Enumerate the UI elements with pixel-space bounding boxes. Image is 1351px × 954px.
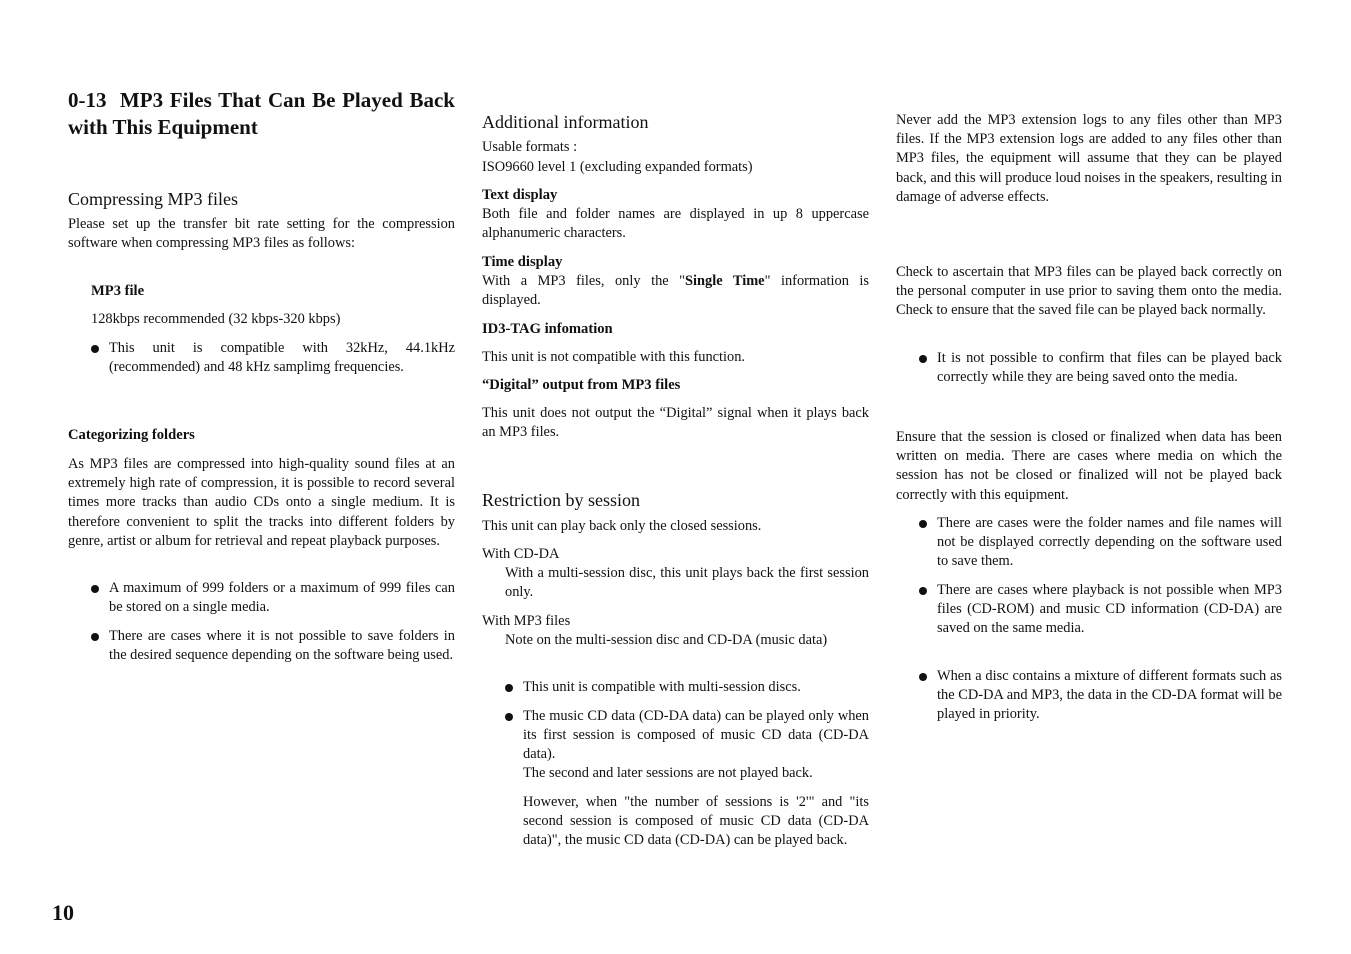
text-display-text: Both file and folder names are displayed in up 8 uppercase alphanumeric characters. — [482, 206, 869, 242]
list-item — [896, 349, 1282, 387]
list-item — [68, 627, 455, 665]
bullet-icon — [919, 355, 927, 363]
list-item — [896, 581, 1282, 639]
list-item-text: There are cases where playback is not possible when MP3 files (CD-ROM) and music CD information (CD-DA) are saved on the same media. — [937, 582, 1282, 637]
digital-text: This unit does not output the “Digital” signal when it plays back an MP3 files. — [482, 405, 869, 441]
list-item-text: It is not possible to confirm that files can be played back correctly while they are being saved onto the media. — [937, 350, 1282, 386]
check-text: Check to ascertain that MP3 files can be played back correctly on the personal computer in use prior to saving them onto the media. Check to ensure that the saved file can be played back normally. — [896, 264, 1282, 319]
list-item-text: The second and later sessions are not played back. — [523, 765, 813, 781]
categorizing-text: As MP3 files are compressed into high-quality sound files at an extremely high rate of compression, it is possible to record several times more tracks than audio CDs onto a single medium. It is therefore convenient to split the tracks into different folders by genre, artist or album for retrieval and repeat playback purposes. — [68, 456, 455, 549]
restriction-heading: Restriction by session — [482, 490, 640, 510]
list-item-text: There are cases were the folder names and file names will not be displayed correctly depending on the software used to save them. — [937, 515, 1282, 570]
list-item — [482, 678, 869, 697]
section-title: 0-13 MP3 Files That Can Be Played Back with This Equipment — [68, 88, 455, 139]
bullet-icon — [91, 633, 99, 641]
bullet-icon — [919, 587, 927, 595]
text-display-heading: Text display — [482, 187, 558, 203]
digital-heading: “Digital” output from MP3 files — [482, 377, 681, 393]
bullet-icon — [505, 713, 513, 721]
cdda-text: With a multi-session disc, this unit plays back the first session only. — [505, 565, 869, 601]
session-closed-text: Ensure that the session is closed or finalized when data has been written on media. There are cases where media on which the session has not be closed or finalized will not be played back correctly with this equipment. — [896, 429, 1282, 503]
bullet-icon — [91, 345, 99, 353]
restriction-text: This unit can play back only the closed sessions. — [482, 518, 762, 534]
bullet-icon — [919, 673, 927, 681]
compressing-heading: Compressing MP3 files — [68, 189, 239, 209]
mp3-file-text: 128kbps recommended (32 kbps-320 kbps) — [91, 311, 341, 327]
id3-heading: ID3-TAG infomation — [482, 321, 613, 337]
list-item-text: This unit is compatible with multi-session discs. — [523, 679, 801, 695]
list-item — [896, 514, 1282, 572]
list-item-text: There are cases where it is not possible to save folders in the desired sequence depending on the software being used. — [109, 628, 455, 664]
time-display-text — [482, 272, 869, 310]
usable-formats-value: ISO9660 level 1 (excluding expanded formats) — [482, 159, 753, 175]
extension-warning-text: Never add the MP3 extension logs to any files other than MP3 files. If the MP3 extension logs are added to any files other than MP3 files, the equipment will assume that they can be played back, and this will produce loud noises in the speakers, resulting in damage of adverse effects. — [896, 112, 1282, 205]
list-item-continued — [482, 764, 869, 783]
list-item-text: A maximum of 999 folders or a maximum of 999 files can be stored on a single media. — [109, 580, 455, 616]
list-item-text: This unit is compatible with 32kHz, 44.1kHz (recommended) and 48 kHz samplimg frequencies. — [109, 340, 455, 376]
list-item — [896, 667, 1282, 725]
mp3-file-heading: MP3 file — [91, 283, 145, 299]
bullet-icon — [91, 585, 99, 593]
time-display-pre: With a MP3 files, only the " — [482, 273, 686, 289]
id3-text: This unit is not compatible with this function. — [482, 349, 746, 365]
compressing-text: Please set up the transfer bit rate setting for the compression software when compressing MP3 files as follows: — [68, 216, 455, 252]
list-item-text: The music CD data (CD-DA data) can be played only when its first session is composed of music CD data (CD-DA data). — [523, 708, 869, 763]
time-display-post: " information is displayed. — [482, 273, 870, 309]
mp3-label: With MP3 files — [482, 613, 571, 629]
list-item-text: However, when "the number of sessions is '2'" and "its second session is composed of music CD data (CD-DA data)", the music CD data (CD-DA) can be played back. — [523, 794, 869, 849]
list-item-text: When a disc contains a mixture of different formats such as the CD-DA and MP3, the data in the CD-DA format will be played in priority. — [937, 668, 1282, 723]
bullet-icon — [919, 520, 927, 528]
list-item — [482, 707, 869, 765]
categorizing-heading: Categorizing folders — [68, 427, 195, 443]
time-display-heading: Time display — [482, 254, 563, 270]
list-item-continued — [482, 793, 869, 851]
single-time-label: Single Time — [685, 273, 765, 289]
bullet-icon — [505, 684, 513, 692]
list-item — [68, 339, 455, 377]
additional-heading: Additional information — [482, 112, 649, 132]
page-number: 10 — [52, 900, 74, 925]
usable-formats-label: Usable formats : — [482, 139, 578, 155]
mp3-note: Note on the multi-session disc and CD-DA (music data) — [505, 632, 828, 648]
cdda-label: With CD-DA — [482, 546, 560, 562]
list-item — [68, 579, 455, 617]
